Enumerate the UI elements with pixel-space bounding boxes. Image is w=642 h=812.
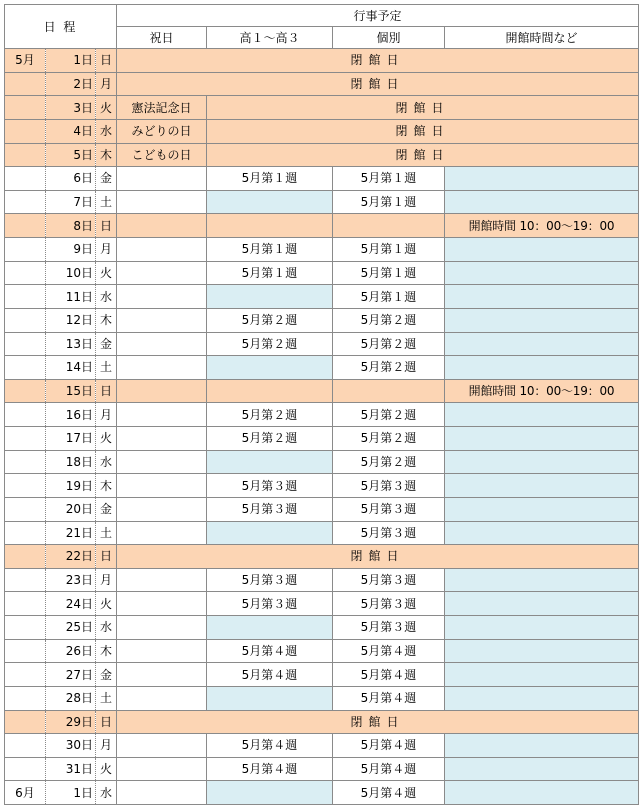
closed-label: 閉館日 — [207, 143, 639, 167]
weekday-cell: 金 — [96, 497, 117, 521]
day-cell: 15日 — [46, 379, 96, 403]
holiday-cell — [117, 497, 207, 521]
weekday-cell: 月 — [96, 72, 117, 96]
day-cell: 17日 — [46, 427, 96, 451]
opening-hours-cell — [445, 427, 639, 451]
high-school-cell — [207, 214, 333, 238]
month-cell: 5月 — [5, 49, 46, 73]
header-row-1 — [5, 5, 639, 27]
high-school-cell: 5月第２週 — [207, 427, 333, 451]
opening-hours-cell — [445, 757, 639, 781]
individual-cell: 5月第１週 — [333, 261, 445, 285]
schedule-row — [5, 72, 639, 96]
day-cell: 7日 — [46, 190, 96, 214]
weekday-cell: 金 — [96, 663, 117, 687]
holiday-cell — [117, 757, 207, 781]
schedule-row — [5, 190, 639, 214]
month-cell — [5, 545, 46, 569]
high-school-cell: 5月第３週 — [207, 474, 333, 498]
holiday-cell — [117, 592, 207, 616]
weekday-cell: 日 — [96, 49, 117, 73]
opening-hours-cell — [445, 238, 639, 262]
schedule-row — [5, 167, 639, 191]
schedule-row — [5, 96, 639, 120]
holiday-cell: こどもの日 — [117, 143, 207, 167]
high-school-cell: 5月第３週 — [207, 592, 333, 616]
weekday-cell: 日 — [96, 379, 117, 403]
day-cell: 10日 — [46, 261, 96, 285]
holiday-cell — [117, 639, 207, 663]
day-cell: 18日 — [46, 450, 96, 474]
weekday-cell: 金 — [96, 167, 117, 191]
schedule-row — [5, 308, 639, 332]
opening-hours-cell — [445, 285, 639, 309]
month-cell: 6月 — [5, 781, 46, 805]
weekday-cell: 日 — [96, 710, 117, 734]
holiday-cell — [117, 403, 207, 427]
individual-cell: 5月第１週 — [333, 167, 445, 191]
high-school-column-header: 高１～高３ — [207, 27, 333, 49]
high-school-cell — [207, 521, 333, 545]
month-cell — [5, 332, 46, 356]
weekday-cell: 火 — [96, 261, 117, 285]
day-cell: 11日 — [46, 285, 96, 309]
weekday-cell: 土 — [96, 190, 117, 214]
day-cell: 3日 — [46, 96, 96, 120]
month-cell — [5, 214, 46, 238]
holiday-cell — [117, 285, 207, 309]
closed-label: 閉館日 — [117, 72, 639, 96]
holiday-cell — [117, 261, 207, 285]
schedule-row — [5, 238, 639, 262]
individual-cell: 5月第２週 — [333, 403, 445, 427]
high-school-cell: 5月第２週 — [207, 403, 333, 427]
opening-hours-cell — [445, 450, 639, 474]
schedule-row — [5, 143, 639, 167]
schedule-row — [5, 403, 639, 427]
closed-label: 閉館日 — [207, 96, 639, 120]
weekday-cell: 月 — [96, 403, 117, 427]
month-cell — [5, 686, 46, 710]
schedule-row — [5, 639, 639, 663]
holiday-column-header: 祝日 — [117, 27, 207, 49]
day-cell: 8日 — [46, 214, 96, 238]
weekday-cell: 水 — [96, 119, 117, 143]
weekday-cell: 日 — [96, 214, 117, 238]
day-cell: 6日 — [46, 167, 96, 191]
high-school-cell — [207, 781, 333, 805]
opening-hours-cell — [445, 332, 639, 356]
schedule-row — [5, 616, 639, 640]
holiday-cell — [117, 450, 207, 474]
weekday-cell: 火 — [96, 427, 117, 451]
opening-hours-cell — [445, 521, 639, 545]
high-school-cell: 5月第４週 — [207, 639, 333, 663]
holiday-cell: 憲法記念日 — [117, 96, 207, 120]
holiday-cell — [117, 238, 207, 262]
month-cell — [5, 497, 46, 521]
individual-cell: 5月第２週 — [333, 332, 445, 356]
high-school-cell — [207, 686, 333, 710]
high-school-cell: 5月第４週 — [207, 734, 333, 758]
high-school-cell: 5月第２週 — [207, 332, 333, 356]
weekday-cell: 木 — [96, 308, 117, 332]
holiday-cell — [117, 356, 207, 380]
opening-hours-cell — [445, 568, 639, 592]
month-cell — [5, 663, 46, 687]
month-cell — [5, 616, 46, 640]
weekday-cell: 水 — [96, 285, 117, 309]
day-cell: 28日 — [46, 686, 96, 710]
high-school-cell: 5月第３週 — [207, 497, 333, 521]
day-cell: 1日 — [46, 781, 96, 805]
schedule-row — [5, 686, 639, 710]
weekday-cell: 水 — [96, 781, 117, 805]
weekday-cell: 木 — [96, 474, 117, 498]
month-cell — [5, 285, 46, 309]
day-cell: 21日 — [46, 521, 96, 545]
day-cell: 23日 — [46, 568, 96, 592]
schedule-row — [5, 592, 639, 616]
high-school-cell: 5月第３週 — [207, 568, 333, 592]
schedule-row — [5, 332, 639, 356]
closed-label: 閉館日 — [117, 49, 639, 73]
day-cell: 1日 — [46, 49, 96, 73]
month-cell — [5, 308, 46, 332]
high-school-cell — [207, 190, 333, 214]
day-cell: 22日 — [46, 545, 96, 569]
schedule-row — [5, 734, 639, 758]
weekday-cell: 日 — [96, 545, 117, 569]
weekday-cell: 土 — [96, 356, 117, 380]
opening-hours-cell — [445, 403, 639, 427]
individual-cell: 5月第４週 — [333, 757, 445, 781]
holiday-cell — [117, 568, 207, 592]
holiday-cell — [117, 427, 207, 451]
schedule-row — [5, 710, 639, 734]
month-cell — [5, 119, 46, 143]
individual-cell: 5月第４週 — [333, 686, 445, 710]
day-cell: 2日 — [46, 72, 96, 96]
individual-cell: 5月第１週 — [333, 238, 445, 262]
month-cell — [5, 238, 46, 262]
opening-hours-column-header: 開館時間など — [445, 27, 639, 49]
holiday-cell — [117, 379, 207, 403]
day-cell: 30日 — [46, 734, 96, 758]
holiday-cell — [117, 332, 207, 356]
opening-hours-cell — [445, 663, 639, 687]
schedule-row — [5, 214, 639, 238]
month-cell — [5, 143, 46, 167]
holiday-cell — [117, 167, 207, 191]
holiday-cell — [117, 781, 207, 805]
opening-hours-cell — [445, 356, 639, 380]
individual-cell: 5月第３週 — [333, 521, 445, 545]
holiday-cell — [117, 474, 207, 498]
weekday-cell: 土 — [96, 686, 117, 710]
individual-cell — [333, 379, 445, 403]
weekday-cell: 土 — [96, 521, 117, 545]
schedule-row — [5, 497, 639, 521]
schedule-row — [5, 781, 639, 805]
month-cell — [5, 167, 46, 191]
schedule-row — [5, 450, 639, 474]
day-cell: 20日 — [46, 497, 96, 521]
holiday-cell — [117, 214, 207, 238]
weekday-cell: 木 — [96, 143, 117, 167]
holiday-cell — [117, 308, 207, 332]
schedule-body — [5, 49, 639, 805]
individual-cell: 5月第４週 — [333, 734, 445, 758]
weekday-cell: 月 — [96, 734, 117, 758]
schedule-row — [5, 261, 639, 285]
weekday-cell: 木 — [96, 639, 117, 663]
weekday-cell: 月 — [96, 238, 117, 262]
high-school-cell: 5月第４週 — [207, 757, 333, 781]
month-cell — [5, 710, 46, 734]
month-cell — [5, 450, 46, 474]
individual-cell: 5月第３週 — [333, 616, 445, 640]
month-cell — [5, 592, 46, 616]
individual-cell: 5月第３週 — [333, 568, 445, 592]
high-school-cell — [207, 356, 333, 380]
holiday-cell — [117, 190, 207, 214]
holiday-cell — [117, 521, 207, 545]
individual-cell: 5月第１週 — [333, 190, 445, 214]
day-cell: 19日 — [46, 474, 96, 498]
day-cell: 9日 — [46, 238, 96, 262]
individual-cell: 5月第２週 — [333, 450, 445, 474]
month-cell — [5, 474, 46, 498]
schedule-row — [5, 356, 639, 380]
schedule-row — [5, 568, 639, 592]
high-school-cell — [207, 450, 333, 474]
high-school-cell — [207, 379, 333, 403]
month-cell — [5, 427, 46, 451]
high-school-cell: 5月第１週 — [207, 238, 333, 262]
weekday-cell: 月 — [96, 568, 117, 592]
individual-cell: 5月第４週 — [333, 639, 445, 663]
individual-cell: 5月第３週 — [333, 474, 445, 498]
schedule-row — [5, 285, 639, 309]
schedule-row — [5, 474, 639, 498]
month-cell — [5, 379, 46, 403]
opening-hours-cell — [445, 167, 639, 191]
schedule-row — [5, 521, 639, 545]
schedule-row — [5, 545, 639, 569]
day-cell: 13日 — [46, 332, 96, 356]
day-cell: 14日 — [46, 356, 96, 380]
weekday-cell: 火 — [96, 96, 117, 120]
high-school-cell: 5月第４週 — [207, 663, 333, 687]
weekday-cell: 金 — [96, 332, 117, 356]
day-cell: 25日 — [46, 616, 96, 640]
individual-cell — [333, 214, 445, 238]
opening-hours-cell: 開館時間 10：00～19：00 — [445, 379, 639, 403]
holiday-cell — [117, 734, 207, 758]
opening-hours-cell — [445, 497, 639, 521]
events-header: 行事予定 — [117, 5, 639, 27]
month-cell — [5, 96, 46, 120]
holiday-cell — [117, 616, 207, 640]
high-school-cell — [207, 285, 333, 309]
month-cell — [5, 639, 46, 663]
month-cell — [5, 734, 46, 758]
individual-cell: 5月第２週 — [333, 427, 445, 451]
opening-hours-cell — [445, 734, 639, 758]
month-cell — [5, 521, 46, 545]
day-cell: 24日 — [46, 592, 96, 616]
individual-cell: 5月第３週 — [333, 592, 445, 616]
opening-hours-cell — [445, 474, 639, 498]
month-cell — [5, 72, 46, 96]
opening-hours-cell: 開館時間 10：00～19：00 — [445, 214, 639, 238]
high-school-cell — [207, 616, 333, 640]
opening-hours-cell — [445, 639, 639, 663]
opening-hours-cell — [445, 261, 639, 285]
individual-column-header: 個別 — [333, 27, 445, 49]
holiday-cell — [117, 663, 207, 687]
day-cell: 31日 — [46, 757, 96, 781]
weekday-cell: 火 — [96, 592, 117, 616]
month-cell — [5, 356, 46, 380]
closed-label: 閉館日 — [117, 545, 639, 569]
schedule-row — [5, 119, 639, 143]
day-cell: 26日 — [46, 639, 96, 663]
day-cell: 12日 — [46, 308, 96, 332]
weekday-cell: 水 — [96, 450, 117, 474]
day-cell: 5日 — [46, 143, 96, 167]
high-school-cell: 5月第１週 — [207, 167, 333, 191]
opening-hours-cell — [445, 190, 639, 214]
month-cell — [5, 261, 46, 285]
individual-cell: 5月第２週 — [333, 356, 445, 380]
individual-cell: 5月第２週 — [333, 308, 445, 332]
individual-cell: 5月第３週 — [333, 497, 445, 521]
opening-hours-cell — [445, 308, 639, 332]
holiday-cell: みどりの日 — [117, 119, 207, 143]
weekday-cell: 水 — [96, 616, 117, 640]
opening-hours-cell — [445, 592, 639, 616]
month-cell — [5, 403, 46, 427]
schedule-row — [5, 49, 639, 73]
day-cell: 29日 — [46, 710, 96, 734]
month-cell — [5, 568, 46, 592]
individual-cell: 5月第４週 — [333, 663, 445, 687]
opening-hours-cell — [445, 686, 639, 710]
opening-hours-cell — [445, 781, 639, 805]
individual-cell: 5月第４週 — [333, 781, 445, 805]
month-cell — [5, 757, 46, 781]
holiday-cell — [117, 686, 207, 710]
high-school-cell: 5月第１週 — [207, 261, 333, 285]
schedule-row — [5, 757, 639, 781]
schedule-row — [5, 663, 639, 687]
weekday-cell: 火 — [96, 757, 117, 781]
schedule-header: 日 程 — [5, 5, 117, 49]
day-cell: 4日 — [46, 119, 96, 143]
event-schedule-table — [4, 4, 639, 805]
schedule-row — [5, 427, 639, 451]
opening-hours-cell — [445, 616, 639, 640]
day-cell: 16日 — [46, 403, 96, 427]
day-cell: 27日 — [46, 663, 96, 687]
schedule-row — [5, 379, 639, 403]
closed-label: 閉館日 — [117, 710, 639, 734]
individual-cell: 5月第１週 — [333, 285, 445, 309]
high-school-cell: 5月第２週 — [207, 308, 333, 332]
month-cell — [5, 190, 46, 214]
closed-label: 閉館日 — [207, 119, 639, 143]
